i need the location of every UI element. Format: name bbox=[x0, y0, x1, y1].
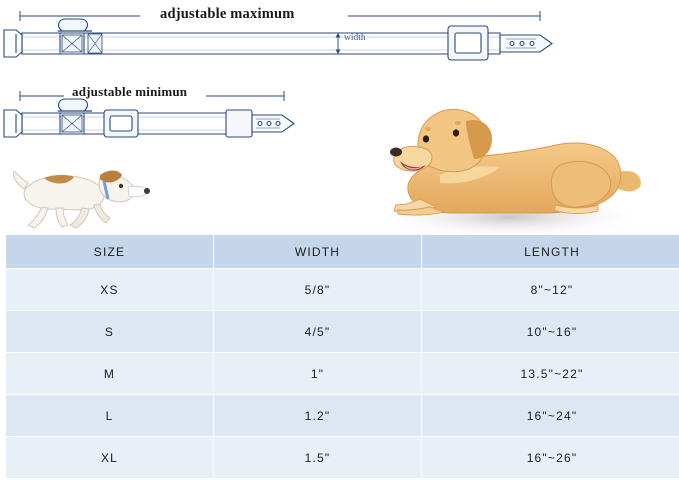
table-row bbox=[6, 311, 679, 353]
cell-size: XL bbox=[6, 437, 214, 479]
cell-size: L bbox=[6, 395, 214, 437]
label-adjustable-maximum: adjustable maximum bbox=[160, 6, 295, 22]
cell-width: 1.2" bbox=[214, 395, 422, 437]
size-chart-table bbox=[5, 234, 679, 479]
cell-width: 4/5" bbox=[214, 311, 422, 353]
table-row bbox=[6, 437, 679, 479]
table-row bbox=[6, 395, 679, 437]
table-header-row bbox=[6, 235, 679, 269]
cell-width: 5/8" bbox=[214, 269, 422, 311]
cell-length: 13.5"~22" bbox=[422, 353, 679, 395]
label-adjustable-minimum: adjustable minimun bbox=[72, 84, 188, 99]
cell-length: 10"~16" bbox=[422, 311, 679, 353]
header-width: WIDTH bbox=[214, 235, 422, 269]
cell-width: 1" bbox=[214, 353, 422, 395]
cell-length: 8"~12" bbox=[422, 269, 679, 311]
cell-width: 1.5" bbox=[214, 437, 422, 479]
cell-size: XS bbox=[6, 269, 214, 311]
label-width: width bbox=[344, 33, 366, 43]
running-dog-icon bbox=[8, 155, 153, 230]
lying-dog-icon bbox=[360, 95, 650, 240]
table-row bbox=[6, 269, 679, 311]
cell-size: M bbox=[6, 353, 214, 395]
table-row bbox=[6, 353, 679, 395]
cell-length: 16"~26" bbox=[422, 437, 679, 479]
collar-diagram bbox=[0, 0, 679, 235]
header-length: LENGTH bbox=[422, 235, 679, 269]
cell-length: 16"~24" bbox=[422, 395, 679, 437]
cell-size: S bbox=[6, 311, 214, 353]
header-size: SIZE bbox=[6, 235, 214, 269]
